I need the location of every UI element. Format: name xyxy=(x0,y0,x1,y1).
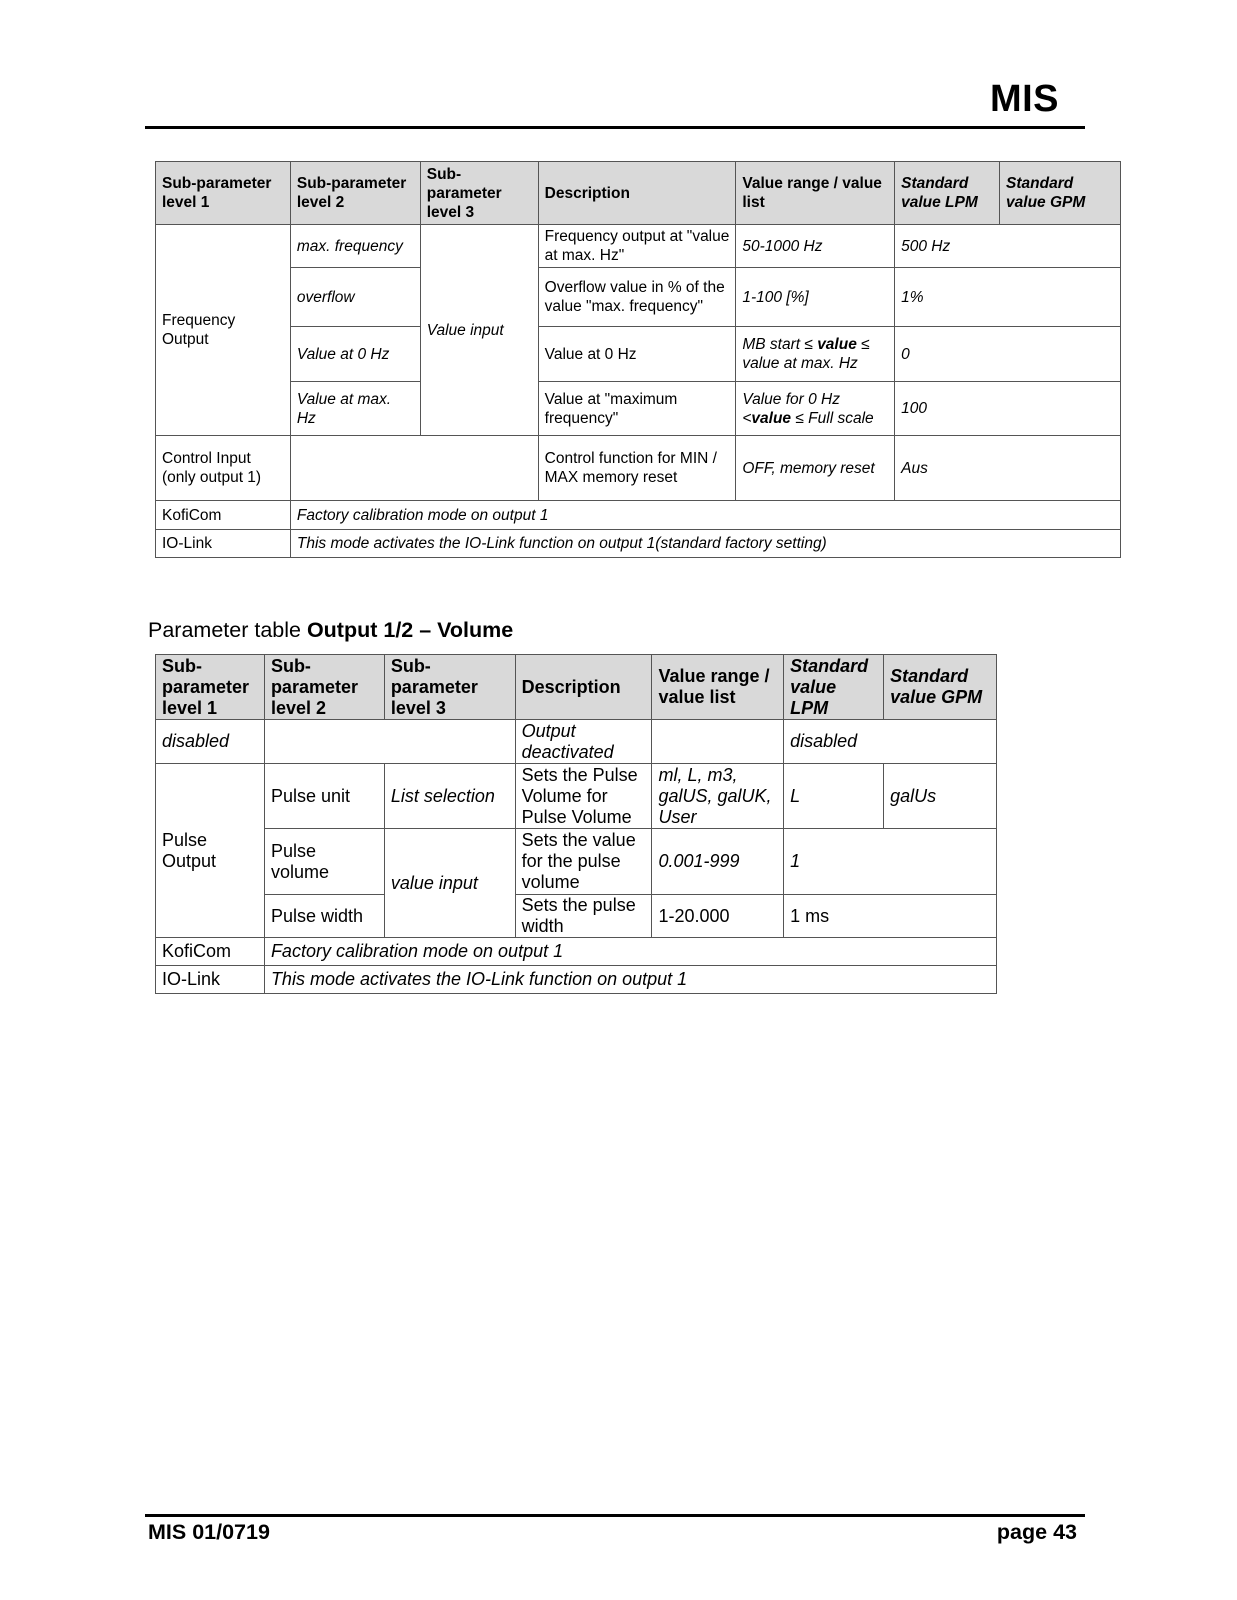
level3-cell: value input xyxy=(384,829,515,938)
level1-cell: Pulse Output xyxy=(156,764,265,938)
table-row xyxy=(156,829,997,895)
table-header-row xyxy=(156,162,1121,225)
header-rule xyxy=(145,126,1085,129)
table-row xyxy=(156,530,1121,558)
description-cell: Frequency output at "value at max. Hz" xyxy=(538,225,736,268)
empty-cell xyxy=(652,720,784,764)
volume-parameter-table xyxy=(155,654,997,994)
level1-cell: IO-Link xyxy=(156,966,265,994)
description-cell: Value at "maximum frequency" xyxy=(538,382,736,436)
mode-description-cell: This mode activates the IO-Link function on output 1(standard factory setting) xyxy=(290,530,1120,558)
table-row xyxy=(156,720,997,764)
column-header: Sub-parameter level 1 xyxy=(156,655,265,720)
description-cell: Sets the pulse width xyxy=(515,895,652,938)
mode-description-cell: Factory calibration mode on output 1 xyxy=(290,501,1120,530)
description-cell: Output deactivated xyxy=(515,720,652,764)
description-cell: Overflow value in % of the value "max. frequency" xyxy=(538,268,736,327)
table-row xyxy=(156,938,997,966)
standard-value-cell: 1 ms xyxy=(784,895,997,938)
level1-cell: KofiCom xyxy=(156,501,291,530)
table-row xyxy=(156,268,1121,327)
table-row xyxy=(156,966,997,994)
empty-cell xyxy=(264,720,515,764)
level1-cell: Control Input (only output 1) xyxy=(156,436,291,501)
column-header: Sub-parameter level 3 xyxy=(384,655,515,720)
range-cell: 0.001-999 xyxy=(652,829,784,895)
range-cell: 1-100 [%] xyxy=(736,268,895,327)
level2-cell: Pulse volume xyxy=(264,829,384,895)
description-cell: Sets the Pulse Volume for Pulse Volume xyxy=(515,764,652,829)
frequency-parameter-table xyxy=(155,161,1121,558)
column-header: Sub-parameter level 3 xyxy=(420,162,538,225)
level1-cell: IO-Link xyxy=(156,530,291,558)
table-row xyxy=(156,501,1121,530)
range-cell: 1-20.000 xyxy=(652,895,784,938)
level3-cell: List selection xyxy=(384,764,515,829)
footer-document-id: MIS 01/0719 xyxy=(148,1520,270,1544)
level1-cell: Frequency Output xyxy=(156,225,291,436)
description-cell: Value at 0 Hz xyxy=(538,327,736,382)
table-header-row xyxy=(156,655,997,720)
mode-description-cell: This mode activates the IO-Link function on output 1 xyxy=(264,966,996,994)
standard-value-cell: 500 Hz xyxy=(895,225,1121,268)
table-row xyxy=(156,382,1121,436)
column-header: Standard value LPM xyxy=(895,162,1000,225)
range-cell: 50-1000 Hz xyxy=(736,225,895,268)
section-title: Parameter table Output 1/2 – Volume xyxy=(148,618,514,642)
column-header: Standard value GPM xyxy=(1000,162,1121,225)
level2-cell: Value at 0 Hz xyxy=(290,327,420,382)
standard-value-cell: 1% xyxy=(895,268,1121,327)
table-row xyxy=(156,327,1121,382)
description-cell: Control function for MIN / MAX memory reset xyxy=(538,436,736,501)
column-header: Standard value GPM xyxy=(884,655,997,720)
column-header: Sub-parameter level 2 xyxy=(290,162,420,225)
standard-value-cell: 1 xyxy=(784,829,997,895)
table-row xyxy=(156,764,997,829)
mode-description-cell: Factory calibration mode on output 1 xyxy=(264,938,996,966)
column-header: Sub-parameter level 1 xyxy=(156,162,291,225)
level2-cell: Pulse width xyxy=(264,895,384,938)
range-cell: ml, L, m3, galUS, galUK, User xyxy=(652,764,784,829)
standard-lpm-cell: L xyxy=(784,764,884,829)
level2-cell: Pulse unit xyxy=(264,764,384,829)
description-cell: Sets the value for the pulse volume xyxy=(515,829,652,895)
column-header: Sub-parameter level 2 xyxy=(264,655,384,720)
level2-cell: max. frequency xyxy=(290,225,420,268)
level2-cell: overflow xyxy=(290,268,420,327)
range-cell: OFF, memory reset xyxy=(736,436,895,501)
standard-value-cell: 0 xyxy=(895,327,1121,382)
column-header: Standard value LPM xyxy=(784,655,884,720)
standard-gpm-cell: galUs xyxy=(884,764,997,829)
column-header: Description xyxy=(538,162,736,225)
standard-value-cell: Aus xyxy=(895,436,1121,501)
footer-rule xyxy=(145,1514,1085,1517)
range-cell: Value for 0 Hz <value ≤ Full scale xyxy=(736,382,895,436)
standard-value-cell: 100 xyxy=(895,382,1121,436)
level1-cell: disabled xyxy=(156,720,265,764)
standard-value-cell: disabled xyxy=(784,720,997,764)
column-header: Description xyxy=(515,655,652,720)
table-row xyxy=(156,225,1121,268)
empty-cell xyxy=(290,436,538,501)
table-row xyxy=(156,436,1121,501)
range-cell: MB start ≤ value ≤ value at max. Hz xyxy=(736,327,895,382)
level2-cell: Value at max. Hz xyxy=(290,382,420,436)
column-header: Value range / value list xyxy=(736,162,895,225)
level1-cell: KofiCom xyxy=(156,938,265,966)
level3-cell: Value input xyxy=(420,225,538,436)
document-header-title: MIS xyxy=(989,78,1059,120)
column-header: Value range / value list xyxy=(652,655,784,720)
footer-page-number: page 43 xyxy=(996,1520,1077,1544)
table-row xyxy=(156,895,997,938)
